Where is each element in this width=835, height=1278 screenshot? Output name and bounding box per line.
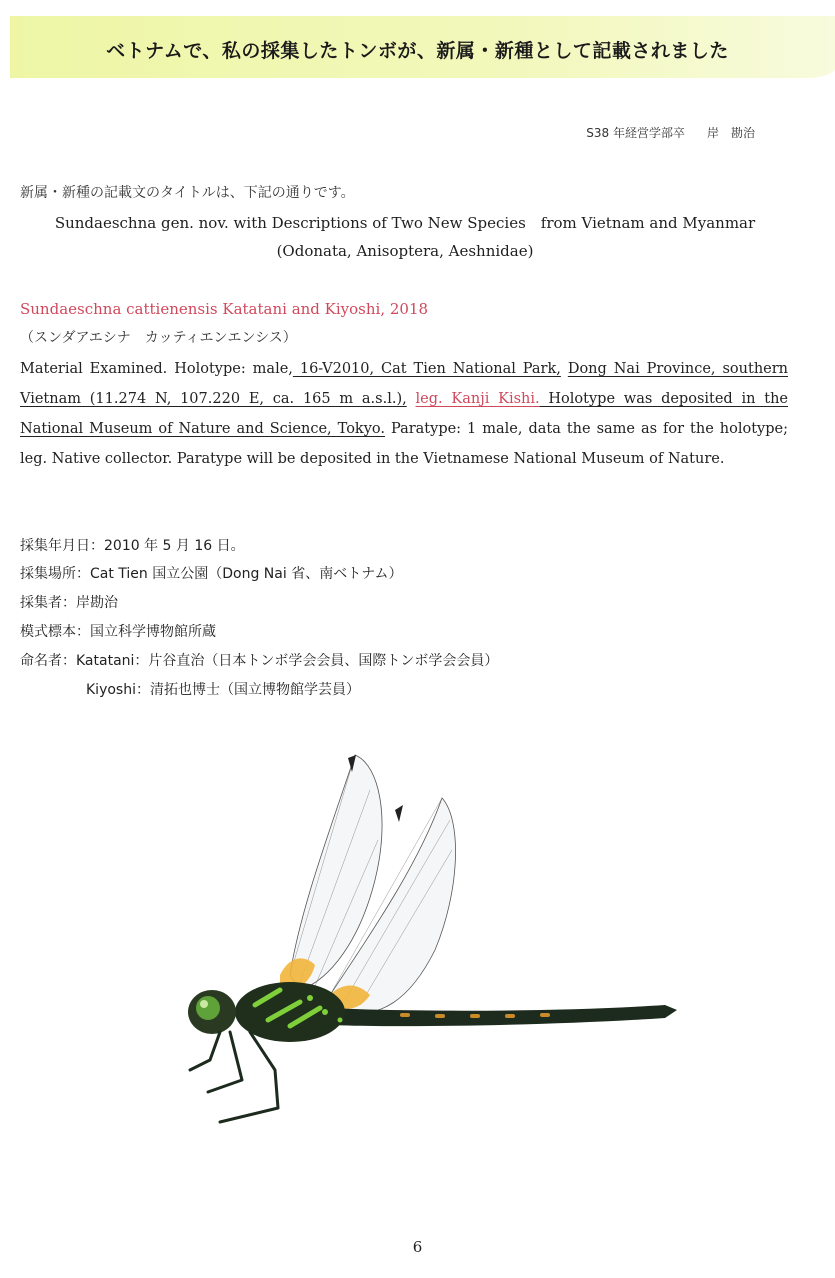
material-deposit: Holotype was deposited in the National Museum of Nature and Science, Tokyo. [20,391,788,437]
intro-text: 新属・新種の記載文のタイトルは、下記の通りです。 [20,185,355,201]
species-name: Sundaeschna cattienensis Katatani and Kiyoshi, 2018 [20,300,429,318]
info-collection-place: 採集場所：Cat Tien 国立公園（Dong Nai 省、南ベトナム） [20,566,403,582]
info-collection-date: 採集年月日：2010 年 5 月 16 日。 [20,538,245,554]
material-intro: Material Examined. Holotype: male, [20,361,293,377]
author-line [586,124,755,141]
material-date-locality: 16-V2010, Cat Tien National Park, [292,361,561,377]
material-province: Dong Nai Province, southern Vietnam (11.274 N, 107.220 E, ca. 165 m a.s.l.), [20,361,789,407]
page-title: ベトナムで、私の採集したトンボが、新属・新種として記載されました [106,40,729,62]
material-paratype: Paratype: 1 male, data the same as for the holotype; leg. Native collector. Paratype will be deposited in the Vietnamese National Museum of Nature. [20,421,788,467]
dragonfly-photo [180,750,690,1170]
info-type-specimen: 模式標本：国立科学博物館所蔵 [20,624,216,640]
author-affiliation: S38 年経営学部卒 [586,126,685,140]
paper-title-line-2: (Odonata, Anisoptera, Aeshnidae) [276,242,534,260]
info-collector: 採集者：岸勘治 [20,595,118,611]
page-number: 6 [412,1238,423,1256]
info-namer-kiyoshi: Kiyoshi：清拓也博士（国立博物館学芸員） [86,682,360,698]
author-name: 岸 勘治 [706,126,755,140]
info-namer-katatani: 命名者：Katatani：片谷直治（日本トンボ学会会員、国際トンボ学会会員） [20,653,499,669]
dragonfly-body [188,982,677,1122]
material-gap-2 [407,391,416,407]
material-examined [20,354,788,474]
paper-title-line-1: Sundaeschna gen. nov. with Descriptions of Two New Species from Vietnam and Myanmar [54,214,756,232]
material-gap-1 [561,361,568,377]
material-collector: leg. Kanji Kishi. [415,391,540,407]
species-kana: （スンダアエシナ カッティエンエンシス） [20,330,297,346]
